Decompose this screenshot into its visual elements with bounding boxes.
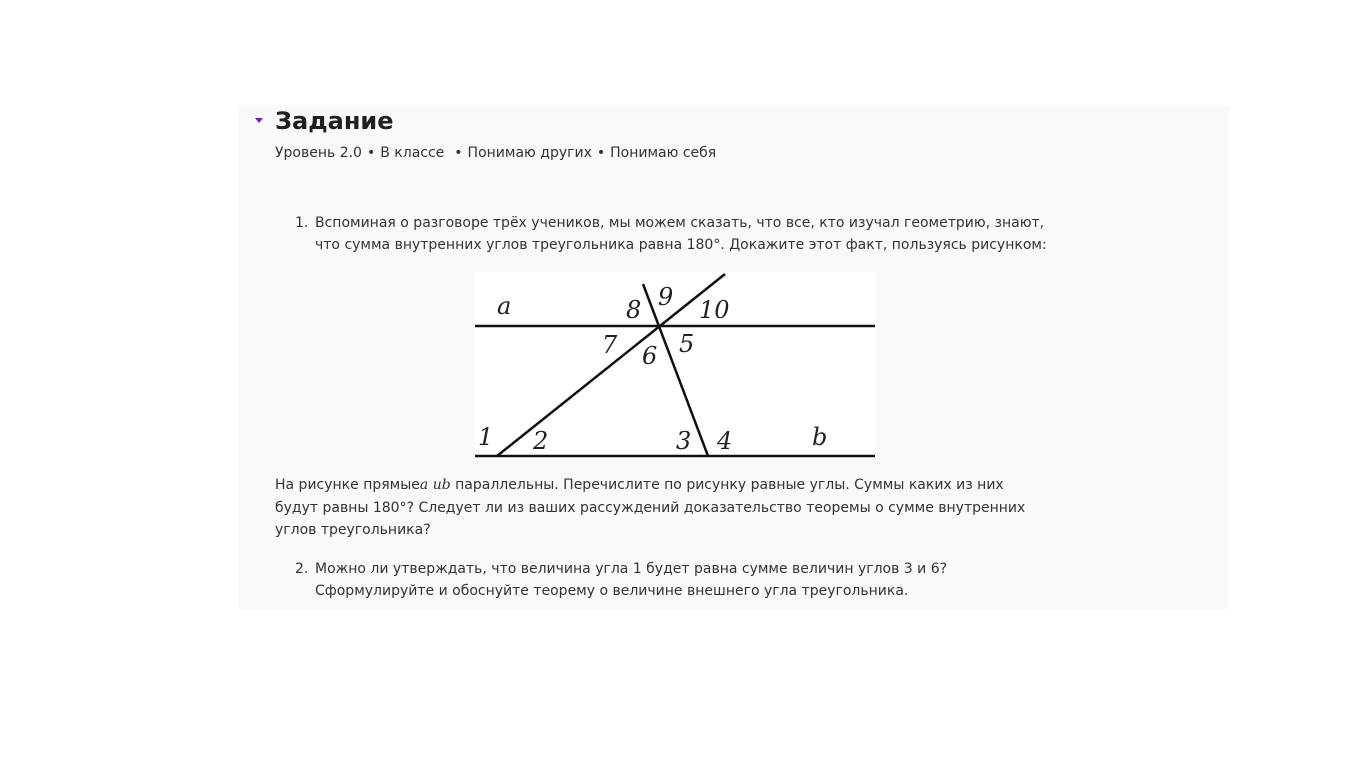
angle-label-10: 10 <box>699 296 730 324</box>
meta-separator: • <box>366 145 376 161</box>
q1-line1: Вспоминая о разговоре трёх учеников, мы можем сказать, что все, кто изучал геометрию, знают, <box>315 215 1045 231</box>
label-a: a <box>497 292 512 320</box>
task-title: Задание <box>275 107 394 135</box>
meta-level: Уровень 2.0 <box>275 145 362 161</box>
angle-label-6: 6 <box>642 342 658 370</box>
task-meta <box>275 143 716 163</box>
conjunction: и <box>432 477 442 493</box>
meta-in-class: В классе <box>380 145 445 161</box>
q1-line2: что сумма внутренних углов треугольника равна 180°. Докажите этот факт, пользуясь рисунком: <box>315 237 1047 253</box>
angle-label-1: 1 <box>478 423 494 451</box>
meta-separator: • <box>454 145 463 161</box>
angle-label-5: 5 <box>679 330 695 358</box>
meta-understand-others: Понимаю других <box>467 145 592 161</box>
para-line2: будут равны 180°? Следует ли из ваших рассуждений доказательство теоремы о сумме внутренних <box>275 500 1026 516</box>
collapse-caret-icon[interactable] <box>254 114 264 126</box>
meta-understand-self: Понимаю себя <box>610 145 717 161</box>
q1-number: 1. <box>295 215 309 231</box>
var-b: b <box>441 477 451 493</box>
geometry-diagram <box>475 272 875 459</box>
angle-label-9: 9 <box>658 283 674 311</box>
angle-label-8: 8 <box>626 296 642 324</box>
para-line3: углов треугольника? <box>275 522 431 538</box>
q2-number: 2. <box>295 561 309 577</box>
angle-label-7: 7 <box>602 331 618 359</box>
para-line1-prefix: На рисунке прямые <box>275 477 420 493</box>
para-line1 <box>275 474 1004 497</box>
label-b: b <box>812 423 828 451</box>
para-line1-suffix: параллельны. Перечислите по рисунку равные углы. Суммы каких из них <box>455 477 1004 493</box>
angle-label-4: 4 <box>717 427 733 455</box>
q2-line2: Сформулируйте и обоснуйте теорему о величине внешнего угла треугольника. <box>315 583 909 599</box>
q2-line1: Можно ли утверждать, что величина угла 1 будет равна сумме величин углов 3 и 6? <box>315 561 948 577</box>
meta-separator: • <box>596 145 606 161</box>
angle-label-2: 2 <box>533 427 549 455</box>
angle-label-3: 3 <box>676 427 692 455</box>
var-a: a <box>419 477 429 493</box>
geometry-figure <box>475 272 875 459</box>
